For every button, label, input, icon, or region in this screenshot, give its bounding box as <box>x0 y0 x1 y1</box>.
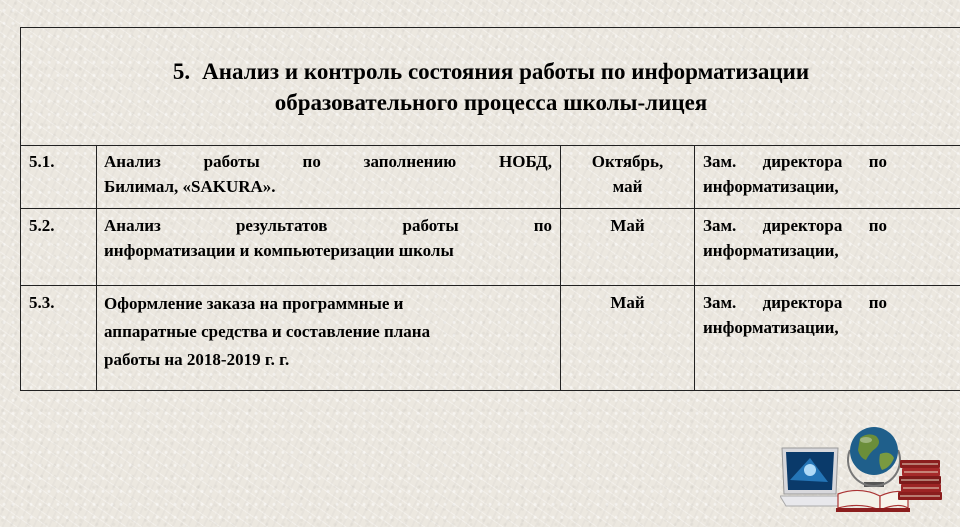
row-responsible <box>694 209 960 285</box>
row-number: 5.3. <box>29 293 55 312</box>
description-line: информатизации и компьютеризации школы <box>104 241 454 260</box>
description-line: Анализ работы по заполнению НОБД, <box>104 152 552 171</box>
section-title-text: Анализ и контроль состояния работы по информатизации <box>202 58 810 84</box>
row-responsible <box>694 145 960 208</box>
section-heading <box>21 28 960 146</box>
table-row <box>21 145 960 209</box>
row-deadline <box>560 145 694 208</box>
responsible-line: информатизации, <box>703 241 839 260</box>
book-stack-icon <box>898 460 942 500</box>
row-responsible <box>694 286 960 390</box>
row-number: 5.2. <box>29 216 55 235</box>
responsible-line: Зам. директора по <box>703 152 887 171</box>
deadline-line: май <box>612 177 643 196</box>
responsible-line: информатизации, <box>703 318 839 337</box>
description-line: работы на 2018-2019 г. г. <box>104 350 290 369</box>
row-number: 5.1. <box>29 152 55 171</box>
plan-table <box>20 27 960 391</box>
section-number: 5. <box>172 58 191 84</box>
education-illustration <box>780 420 945 520</box>
globe-icon <box>848 427 900 487</box>
row-description <box>96 209 560 285</box>
deadline-line: Май <box>610 216 645 235</box>
responsible-line: информатизации, <box>703 177 839 196</box>
row-description <box>96 286 560 390</box>
section-title-line-1 <box>173 56 809 87</box>
deadline-line: Октябрь, <box>591 152 664 171</box>
deadline-line: Май <box>610 293 645 312</box>
row-deadline <box>560 286 694 390</box>
section-title-line-2: образовательного процесса школы-лицея <box>274 89 708 115</box>
responsible-line: Зам. директора по <box>703 293 887 312</box>
description-line: Анализ результатов работы по <box>104 216 552 235</box>
responsible-line: Зам. директора по <box>703 216 887 235</box>
row-deadline <box>560 209 694 285</box>
table-row <box>21 286 960 390</box>
description-line: Билимал, «SAKURA». <box>104 177 276 196</box>
description-line: аппаратные средства и составление плана <box>104 322 431 341</box>
row-description <box>96 145 560 208</box>
description-line: Оформление заказа на программные и <box>104 294 404 313</box>
table-row <box>21 209 960 286</box>
